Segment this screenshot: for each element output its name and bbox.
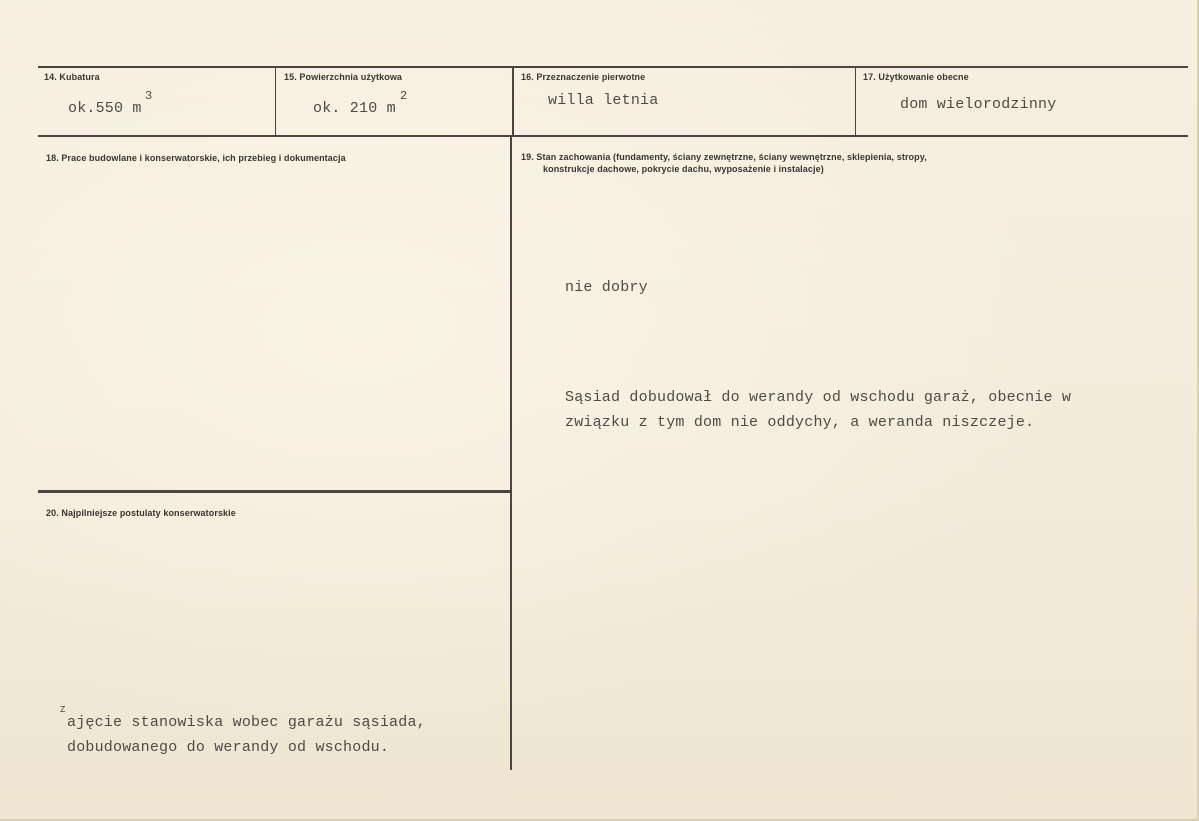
field-19-value-line1: nie dobry (565, 279, 648, 296)
field-14-superscript: 3 (145, 89, 153, 103)
field-16-label: 16. Przeznaczenie pierwotne (521, 72, 646, 82)
divider-16-17 (855, 66, 856, 136)
field-16-value: willa letnia (548, 92, 659, 109)
main-column-divider (510, 136, 512, 770)
field-17-label: 17. Użytkowanie obecne (863, 72, 969, 82)
top-rule (38, 66, 1188, 68)
divider-14-15 (275, 66, 276, 136)
field-15-superscript: 2 (400, 89, 408, 103)
field-20-value-line2: dobudowanego do werandy od wschodu. (67, 739, 390, 756)
field-17-value: dom wielorodzinny (900, 96, 1057, 113)
field-20-value-line1: ajęcie stanowiska wobec garażu sąsiada, (67, 714, 426, 731)
divider-15-16 (512, 66, 514, 136)
section-18-20-rule (38, 490, 510, 493)
field-19-label-line1: 19. Stan zachowania (fundamenty, ściany zewnętrzne, ściany wewnętrzne, sklepienia, stropy, (521, 152, 927, 162)
field-19-value-line3: związku z tym dom nie oddychy, a weranda niszczeje. (565, 414, 1035, 431)
field-14-label: 14. Kubatura (44, 72, 100, 82)
header-bottom-rule (38, 135, 1188, 137)
field-18-label: 18. Prace budowlane i konserwatorskie, ich przebieg i dokumentacja (46, 153, 346, 163)
field-15-label: 15. Powierzchnia użytkowa (284, 72, 403, 82)
field-20-label: 20. Najpilniejsze postulaty konserwatorskie (46, 508, 236, 518)
field-19-value-line2: Sąsiad dobudował do werandy od wschodu garaż, obecnie w (565, 389, 1072, 406)
field-15-value: ok. 210 m (313, 100, 396, 117)
field-14-value: ok.550 m (68, 100, 142, 117)
field-19-label-line2: konstrukcje dachowe, pokrycie dachu, wyposażenie i instalacje) (543, 164, 824, 174)
field-20-initial-mark: Z (60, 705, 66, 715)
